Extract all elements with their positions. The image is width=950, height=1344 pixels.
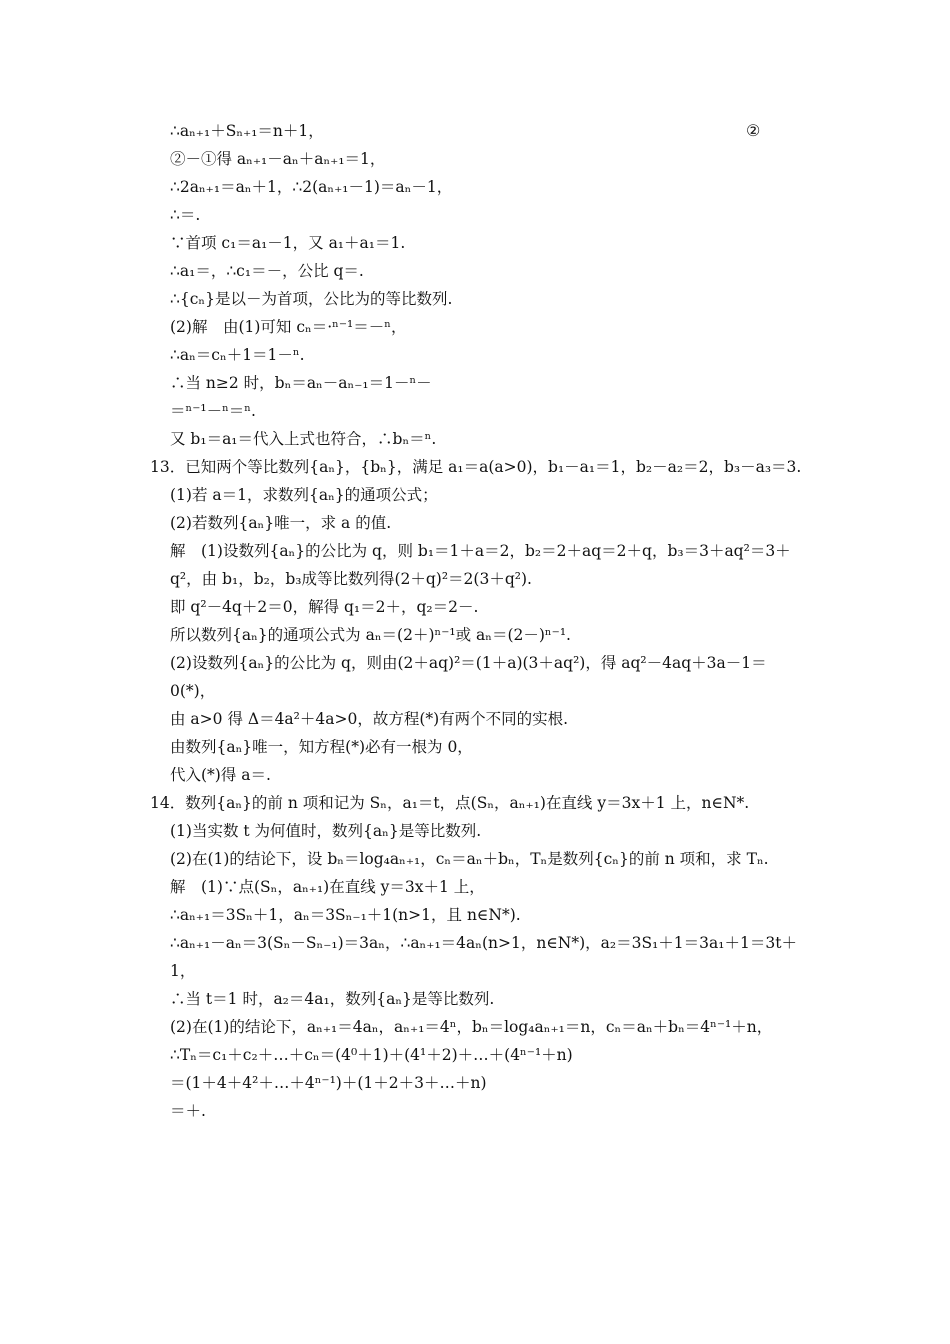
text-line	[0, 593, 950, 621]
line-text: 解 (1)∵点(Sₙ，aₙ₊₁)在直线 y＝3x＋1 上，	[170, 878, 485, 896]
line-text: 0(*)，	[170, 682, 216, 700]
text-line	[0, 649, 950, 677]
text-line	[0, 369, 950, 397]
text-line	[0, 1041, 950, 1069]
problem-statement-line	[0, 453, 950, 481]
line-text: ∴aₙ₊₁＋Sₙ₊₁＝n＋1，	[170, 122, 324, 140]
text-line	[0, 957, 950, 985]
line-text: ＝ⁿ⁻¹－ⁿ＝ⁿ.	[170, 402, 256, 420]
line-text: 1，	[170, 962, 196, 980]
line-text: 所以数列{aₙ}的通项公式为 aₙ＝(2＋)ⁿ⁻¹或 aₙ＝(2－)ⁿ⁻¹.	[170, 626, 571, 644]
text-line	[0, 1013, 950, 1041]
text-line	[0, 985, 950, 1013]
line-text: ②－①得 aₙ₊₁－aₙ＋aₙ₊₁＝1，	[170, 150, 386, 168]
line-text: (2)解 由(1)可知 cₙ＝·ⁿ⁻¹＝－ⁿ，	[170, 318, 407, 336]
line-text: 由数列{aₙ}唯一，知方程(*)必有一根为 0，	[170, 738, 473, 756]
line-text: 即 q²－4q＋2＝0，解得 q₁＝2＋，q₂＝2－.	[170, 598, 479, 616]
text-line	[0, 509, 950, 537]
text-line	[0, 201, 950, 229]
line-text: 又 b₁＝a₁＝代入上式也符合，∴bₙ＝ⁿ.	[170, 430, 437, 448]
problem-statement-line	[0, 789, 950, 817]
text-line	[0, 145, 950, 173]
line-text: ∴a₁＝，∴c₁＝－，公比 q＝.	[170, 262, 364, 280]
line-text: ∴Tₙ＝c₁＋c₂＋…＋cₙ＝(4⁰＋1)＋(4¹＋2)＋…＋(4ⁿ⁻¹＋n)	[170, 1046, 573, 1064]
text-line	[0, 1069, 950, 1097]
text-line	[0, 761, 950, 789]
text-line	[0, 621, 950, 649]
text-line	[0, 677, 950, 705]
line-text: ∴aₙ₊₁－aₙ＝3(Sₙ－Sₙ₋₁)＝3aₙ，∴aₙ₊₁＝4aₙ(n>1，n∈N*)，a₂＝3S₁＋1＝3a₁＋1＝3t＋	[170, 934, 797, 952]
text-line	[0, 173, 950, 201]
line-text: q²，由 b₁，b₂，b₃成等比数列得(2＋q)²＝2(3＋q²).	[170, 570, 532, 588]
line-text: (2)在(1)的结论下，aₙ₊₁＝4aₙ，aₙ₊₁＝4ⁿ，bₙ＝log₄aₙ₊₁＝n，cₙ＝aₙ＋bₙ＝4ⁿ⁻¹＋n，	[170, 1018, 773, 1036]
line-text: ＝＋.	[170, 1102, 206, 1120]
line-text: (2)在(1)的结论下，设 bₙ＝log₄aₙ₊₁，cₙ＝aₙ＋bₙ，Tₙ是数列{cₙ}的前 n 项和，求 Tₙ.	[170, 850, 769, 868]
document-body	[0, 117, 950, 1125]
line-text: (1)若 a＝1，求数列{aₙ}的通项公式；	[170, 486, 438, 504]
text-line	[0, 397, 950, 425]
line-text: ∵首项 c₁＝a₁－1，又 a₁＋a₁＝1.	[170, 234, 406, 252]
line-text: (2)设数列{aₙ}的公比为 q，则由(2＋aq)²＝(1＋a)(3＋aq²)，得 aq²－4aq＋3a－1＝	[170, 654, 767, 672]
text-line	[0, 845, 950, 873]
text-line	[0, 817, 950, 845]
line-text: ∴aₙ₊₁＝3Sₙ＋1，aₙ＝3Sₙ₋₁＋1(n>1，且 n∈N*).	[170, 906, 521, 924]
text-line	[0, 313, 950, 341]
line-text: ＝(1＋4＋4²＋…＋4ⁿ⁻¹)＋(1＋2＋3＋…＋n)	[170, 1074, 487, 1092]
text-line	[0, 901, 950, 929]
text-line	[0, 705, 950, 733]
text-line	[0, 341, 950, 369]
text-line	[0, 537, 950, 565]
text-line	[0, 285, 950, 313]
line-text: ∴＝.	[170, 206, 201, 224]
text-line	[0, 425, 950, 453]
text-line	[0, 229, 950, 257]
line-text: 解 (1)设数列{aₙ}的公比为 q，则 b₁＝1＋a＝2，b₂＝2＋aq＝2＋q，b₃＝3＋aq²＝3＋	[170, 542, 791, 560]
text-line	[0, 733, 950, 761]
text-line	[0, 873, 950, 901]
line-text: (2)若数列{aₙ}唯一，求 a 的值.	[170, 514, 392, 532]
text-line	[0, 481, 950, 509]
line-text: ∴当 t＝1 时，a₂＝4a₁，数列{aₙ}是等比数列.	[170, 990, 495, 1008]
text-line	[0, 929, 950, 957]
line-text: ∴aₙ＝cₙ＋1＝1－ⁿ.	[170, 346, 305, 364]
line-text: 代入(*)得 a＝.	[170, 766, 271, 784]
line-text: (1)当实数 t 为何值时，数列{aₙ}是等比数列.	[170, 822, 482, 840]
line-text: ∴2aₙ₊₁＝aₙ＋1，∴2(aₙ₊₁－1)＝aₙ－1，	[170, 178, 453, 196]
line-text: 14．数列{aₙ}的前 n 项和记为 Sₙ，a₁＝t，点(Sₙ，aₙ₊₁)在直线 y＝3x＋1 上，n∈N*.	[150, 794, 750, 812]
line-text: ∴当 n≥2 时，bₙ＝aₙ－aₙ₋₁＝1－ⁿ－	[170, 374, 432, 392]
line-text: 由 a>0 得 Δ＝4a²＋4a>0，故方程(*)有两个不同的实根.	[170, 710, 569, 728]
text-line	[0, 1097, 950, 1125]
text-line	[0, 257, 950, 285]
line-text: ∴{cₙ}是以－为首项，公比为的等比数列.	[170, 290, 453, 308]
equation-number-mark: ②	[746, 121, 761, 140]
line-text: 13．已知两个等比数列{aₙ}，{bₙ}，满足 a₁＝a(a>0)，b₁－a₁＝1，b₂－a₂＝2，b₃－a₃＝3.	[150, 458, 802, 476]
text-line	[0, 117, 950, 145]
text-line	[0, 565, 950, 593]
